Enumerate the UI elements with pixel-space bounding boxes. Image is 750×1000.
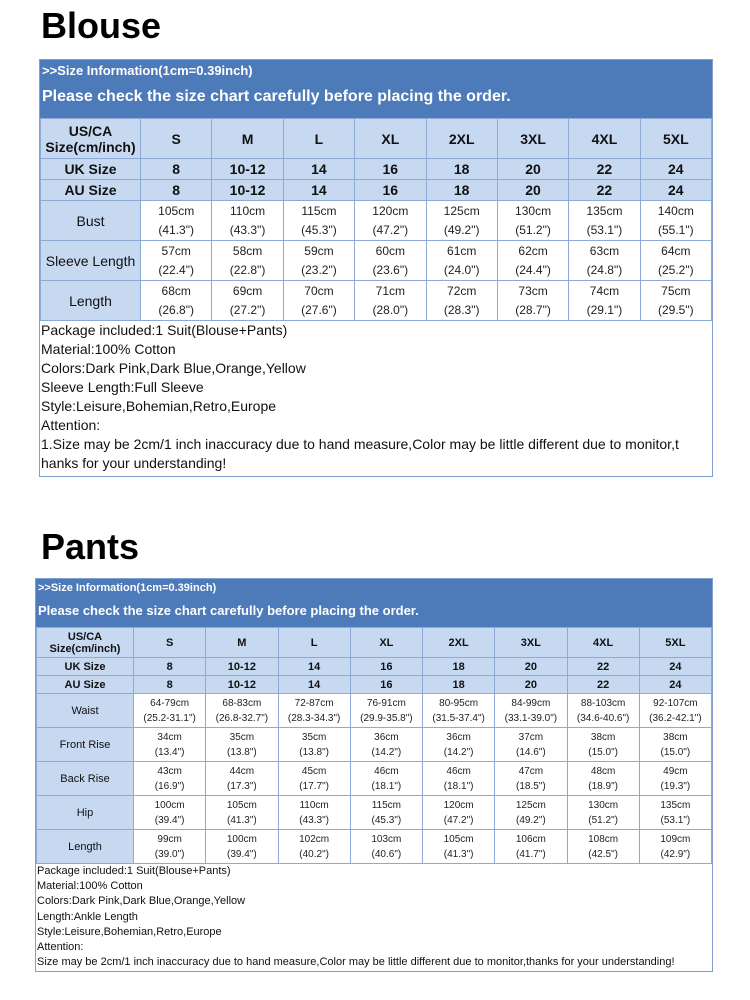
cm-value: 35cm [229,731,255,743]
inch-value: (15.0") [660,746,691,758]
inch-value: (28.0") [372,302,409,317]
measurement-value [567,830,639,864]
cm-value: 60cm [375,243,405,258]
measurement-value [569,201,640,241]
cm-value: 125cm [443,203,480,218]
uk-size-cell: 24 [640,159,711,180]
uk-size-cell: 10-12 [212,159,283,180]
cm-value: 75cm [661,283,691,298]
measurement-value [212,241,283,281]
note-line: Package included:1 Suit(Blouse+Pants) [41,322,288,338]
measurement-value [283,201,354,241]
inch-value: (29.9-35.8") [360,712,413,724]
inch-value: (27.2") [229,302,266,317]
uk-size-cell: 14 [283,159,354,180]
cm-value: 69cm [232,283,263,298]
size-header: XL [355,119,426,159]
inch-value: (28.7") [515,302,551,317]
measurement-value [283,281,354,321]
inch-value: (26.8") [158,302,194,317]
blouse-size-table [40,118,712,321]
size-header: 2XL [423,628,495,658]
measurement-value [206,728,278,762]
measurement-label: Length [41,281,141,321]
cm-value: 63cm [589,243,620,258]
uk-size-cell: 18 [423,658,495,676]
measurement-value [569,241,640,281]
note-line: Length:Ankle Length [37,910,138,923]
inch-value: (24.0") [443,262,480,277]
cm-value: 72cm [447,283,477,298]
uk-size-row [41,159,712,180]
cm-value: 45cm [301,765,327,777]
inch-value: (53.1") [586,222,623,237]
measurement-value [497,281,568,321]
inch-value: (49.2") [443,222,480,237]
inch-value: (18.9") [588,780,618,792]
inch-value: (18.1") [371,780,402,792]
cm-value: 135cm [586,203,623,218]
measurement-value [134,830,206,864]
cm-value: 64-79cm [150,697,190,709]
measurement-label: Hip [37,796,134,830]
inch-value: (36.2-42.1") [649,712,702,724]
cm-value: 105cm [158,203,195,218]
measurement-value [567,796,639,830]
inch-value: (40.2") [299,848,329,860]
cm-value: 64cm [661,243,691,258]
inch-value: (26.8-32.7") [215,712,269,724]
inch-value: (42.9") [660,848,691,860]
measurement-value [497,201,568,241]
inch-value: (34.6-40.6") [576,712,630,724]
cm-value: 36cm [446,731,471,743]
uk-size-cell: 20 [497,159,568,180]
blouse-header [40,60,712,118]
measurement-value [355,201,426,241]
inch-value: (28.3-34.3") [287,712,341,724]
inch-value: (18.1") [443,780,474,792]
measurement-value [141,281,212,321]
au-size-cell: 18 [426,180,497,201]
row-label: UK Size [41,159,141,180]
measurement-value [278,728,350,762]
cm-value: 43cm [157,765,182,777]
size-header-row [41,119,712,159]
cm-value: 58cm [232,243,263,258]
measurement-value [206,830,278,864]
measurement-value [639,762,711,796]
corner-label: US/CA Size(cm/inch) [41,119,141,159]
row-label: AU Size [41,180,141,201]
cm-value: 99cm [157,833,182,845]
cm-value: 80-95cm [439,697,479,709]
cm-value: 140cm [657,203,694,218]
inch-value: (39.4") [227,848,257,860]
measurement-value [212,201,283,241]
measurement-value [134,728,206,762]
note-line: Size may be 2cm/1 inch inaccuracy due to hand measure,Color may be little different due to monitor,thanks for your understanding! [37,956,675,969]
au-size-cell: 18 [423,676,495,694]
au-size-cell: 20 [497,180,568,201]
cm-value: 120cm [443,799,474,811]
measurement-value [639,796,711,830]
inch-value: (13.8") [227,746,257,758]
cm-value: 38cm [590,731,616,743]
size-header: M [212,119,283,159]
inch-value: (55.1") [658,222,694,237]
cm-value: 105cm [226,799,257,811]
measurement-value [423,830,495,864]
size-header: L [283,119,354,159]
inch-value: (17.3") [227,780,257,792]
cm-value: 115cm [371,799,402,811]
cm-value: 34cm [157,731,182,743]
cm-value: 130cm [588,799,619,811]
inch-value: (16.9") [154,780,185,792]
inch-value: (41.3") [443,848,474,860]
measurement-value [134,762,206,796]
cm-value: 61cm [447,243,477,258]
measurement-row [37,830,712,864]
measurement-value [278,762,350,796]
note-line: Attention: [41,417,101,433]
inch-value: (41.3") [227,814,257,826]
size-header: S [141,119,212,159]
uk-size-cell: 22 [569,159,640,180]
measurement-value [567,694,639,728]
size-header: 4XL [569,119,640,159]
cm-value: 135cm [660,799,691,811]
cm-value: 130cm [515,203,552,218]
cm-value: 71cm [375,283,405,298]
cm-value: 49cm [663,765,688,777]
measurement-value [283,241,354,281]
inch-value: (22.4") [158,262,194,277]
measurement-value [569,281,640,321]
au-size-cell: 22 [567,676,639,694]
cm-value: 84-99cm [511,697,551,709]
inch-value: (14.2") [371,746,402,758]
cm-value: 120cm [372,203,409,218]
note-line: Colors:Dark Pink,Dark Blue,Orange,Yellow [37,895,246,908]
blouse-notes [40,321,712,473]
cm-value: 46cm [446,765,471,777]
note-line: Style:Leisure,Bohemian,Retro,Europe [41,398,277,414]
cm-value: 106cm [515,833,546,845]
au-size-row [37,676,712,694]
inch-value: (47.2") [443,814,474,826]
measurement-value [206,762,278,796]
cm-value: 48cm [590,765,616,777]
inch-value: (49.2") [516,814,546,826]
au-size-cell: 10-12 [206,676,278,694]
measurement-value [278,694,350,728]
note-line: Style:Leisure,Bohemian,Retro,Europe [37,925,222,938]
inch-value: (23.2") [301,262,337,277]
au-size-cell: 16 [350,676,422,694]
pants-title: Pants [41,526,140,567]
measurement-value [640,281,711,321]
measurement-value [423,728,495,762]
measurement-value [495,694,567,728]
uk-size-cell: 8 [141,159,212,180]
size-header: M [206,628,278,658]
row-label: AU Size [37,676,134,694]
measurement-value [350,694,422,728]
cm-value: 36cm [374,731,399,743]
note-line: Material:100% Cotton [41,341,176,357]
au-size-cell: 14 [283,180,354,201]
cm-value: 68cm [161,283,191,298]
measurement-label: Waist [37,694,134,728]
measurement-value [350,830,422,864]
measurement-value [206,694,278,728]
measurement-value [355,241,426,281]
note-line: 1.Size may be 2cm/1 inch inaccuracy due to hand measure,Color may be little different due to monitor,t [41,436,679,452]
size-check-notice: Please check the size chart carefully before placing the order. [38,603,419,618]
cm-value: 37cm [518,731,544,743]
measurement-value [639,694,711,728]
measurement-value [495,762,567,796]
cm-value: 62cm [518,243,548,258]
measurement-row [37,762,712,796]
cm-value: 108cm [588,833,619,845]
cm-value: 57cm [161,243,191,258]
measurement-row [37,796,712,830]
uk-size-cell: 16 [350,658,422,676]
size-header: S [134,628,206,658]
uk-size-row [37,658,712,676]
inch-value: (39.0") [154,848,185,860]
uk-size-cell: 14 [278,658,350,676]
cm-value: 59cm [304,243,334,258]
au-size-cell: 10-12 [212,180,283,201]
measurement-value [423,762,495,796]
cm-value: 74cm [589,283,620,298]
cm-value: 70cm [304,283,334,298]
au-size-cell: 22 [569,180,640,201]
pants-size-chart [35,578,713,972]
au-size-cell: 20 [495,676,567,694]
measurement-value [206,796,278,830]
inch-value: (28.3") [443,302,480,317]
cm-value: 73cm [518,283,548,298]
inch-value: (23.6") [372,262,409,277]
measurement-value [639,830,711,864]
size-info-note: >>Size Information(1cm=0.39inch) [38,582,217,594]
cm-value: 76-91cm [366,697,406,709]
measurement-row [37,694,712,728]
inch-value: (25.2-31.1") [143,712,196,724]
measurement-value [278,830,350,864]
cm-value: 100cm [226,833,257,845]
au-size-cell: 8 [141,180,212,201]
inch-value: (14.2") [443,746,474,758]
size-header: 2XL [426,119,497,159]
measurement-label: Back Rise [37,762,134,796]
uk-size-cell: 18 [426,159,497,180]
size-header: 5XL [639,628,711,658]
measurement-value [423,796,495,830]
measurement-label: Front Rise [37,728,134,762]
inch-value: (41.7") [516,848,546,860]
measurement-value [567,762,639,796]
measurement-value [423,694,495,728]
note-line: Sleeve Length:Full Sleeve [41,379,204,395]
measurement-value [497,241,568,281]
au-size-cell: 8 [134,676,206,694]
cm-value: 88-103cm [580,697,626,709]
note-line: Colors:Dark Pink,Dark Blue,Orange,Yellow [41,360,306,376]
inch-value: (43.3") [299,814,329,826]
measurement-value [426,241,497,281]
inch-value: (17.7") [299,780,329,792]
inch-value: (14.6") [516,746,546,758]
inch-value: (41.3") [158,222,194,237]
inch-value: (53.1") [660,814,691,826]
cm-value: 102cm [299,833,330,845]
inch-value: (43.3") [229,222,266,237]
pants-header [36,579,712,627]
measurement-value [495,830,567,864]
cm-value: 35cm [301,731,327,743]
inch-value: (13.4") [154,746,185,758]
size-info-note: >>Size Information(1cm=0.39inch) [42,63,253,78]
uk-size-cell: 24 [639,658,711,676]
note-line: Attention: [37,941,84,954]
measurement-value [134,796,206,830]
size-header: 3XL [497,119,568,159]
inch-value: (31.5-37.4") [432,712,485,724]
measurement-row [41,281,712,321]
measurement-value [426,281,497,321]
uk-size-cell: 10-12 [206,658,278,676]
inch-value: (27.6") [301,302,337,317]
size-header: L [278,628,350,658]
inch-value: (24.4") [515,262,551,277]
cm-value: 38cm [663,731,688,743]
measurement-value [350,762,422,796]
pants-notes [36,864,712,970]
measurement-value [134,694,206,728]
uk-size-cell: 22 [567,658,639,676]
cm-value: 46cm [374,765,399,777]
inch-value: (33.1-39.0") [504,712,558,724]
cm-value: 72-87cm [294,697,334,709]
inch-value: (19.3") [660,780,691,792]
corner-label: US/CA Size(cm/inch) [37,628,134,658]
inch-value: (29.1") [586,302,623,317]
measurement-value [426,201,497,241]
cm-value: 103cm [371,833,402,845]
measurement-value [495,728,567,762]
inch-value: (13.8") [299,746,329,758]
measurement-label: Bust [41,201,141,241]
cm-value: 105cm [443,833,474,845]
inch-value: (22.8") [229,262,266,277]
inch-value: (47.2") [372,222,409,237]
inch-value: (45.3") [301,222,337,237]
measurement-value [640,241,711,281]
measurement-value [355,281,426,321]
size-header: 3XL [495,628,567,658]
cm-value: 47cm [518,765,544,777]
measurement-value [212,281,283,321]
row-label: UK Size [37,658,134,676]
au-size-cell: 16 [355,180,426,201]
cm-value: 110cm [299,799,329,811]
size-check-notice: Please check the size chart carefully before placing the order. [42,88,511,105]
measurement-row [41,201,712,241]
cm-value: 109cm [660,833,691,845]
inch-value: (40.6") [371,848,402,860]
inch-value: (24.8") [586,262,623,277]
uk-size-cell: 16 [355,159,426,180]
cm-value: 100cm [154,799,185,811]
measurement-value [639,728,711,762]
measurement-label: Sleeve Length [41,241,141,281]
inch-value: (25.2") [658,262,694,277]
inch-value: (45.3") [371,814,402,826]
measurement-value [141,201,212,241]
inch-value: (15.0") [588,746,618,758]
measurement-label: Length [37,830,134,864]
measurement-value [350,796,422,830]
size-header-row [37,628,712,658]
size-header: XL [350,628,422,658]
au-size-row [41,180,712,201]
measurement-value [495,796,567,830]
au-size-cell: 14 [278,676,350,694]
measurement-row [41,241,712,281]
measurement-value [350,728,422,762]
cm-value: 115cm [301,203,337,218]
pants-size-table [36,627,712,864]
uk-size-cell: 20 [495,658,567,676]
note-line: Material:100% Cotton [37,880,143,893]
au-size-cell: 24 [639,676,711,694]
inch-value: (51.2") [588,814,618,826]
inch-value: (51.2") [515,222,551,237]
cm-value: 68-83cm [222,697,262,709]
inch-value: (39.4") [154,814,185,826]
cm-value: 110cm [229,203,266,218]
measurement-value [141,241,212,281]
size-header: 5XL [640,119,711,159]
au-size-cell: 24 [640,180,711,201]
measurement-value [278,796,350,830]
inch-value: (29.5") [658,302,694,317]
size-header: 4XL [567,628,639,658]
cm-value: 44cm [229,765,255,777]
uk-size-cell: 8 [134,658,206,676]
inch-value: (42.5") [588,848,618,860]
note-line: hanks for your understanding! [41,455,227,471]
measurement-value [640,201,711,241]
blouse-title: Blouse [41,5,162,46]
blouse-size-chart [39,59,713,477]
measurement-value [567,728,639,762]
cm-value: 125cm [515,799,546,811]
cm-value: 92-107cm [653,697,698,709]
note-line: Package included:1 Suit(Blouse+Pants) [37,865,231,877]
measurement-row [37,728,712,762]
inch-value: (18.5") [516,780,546,792]
